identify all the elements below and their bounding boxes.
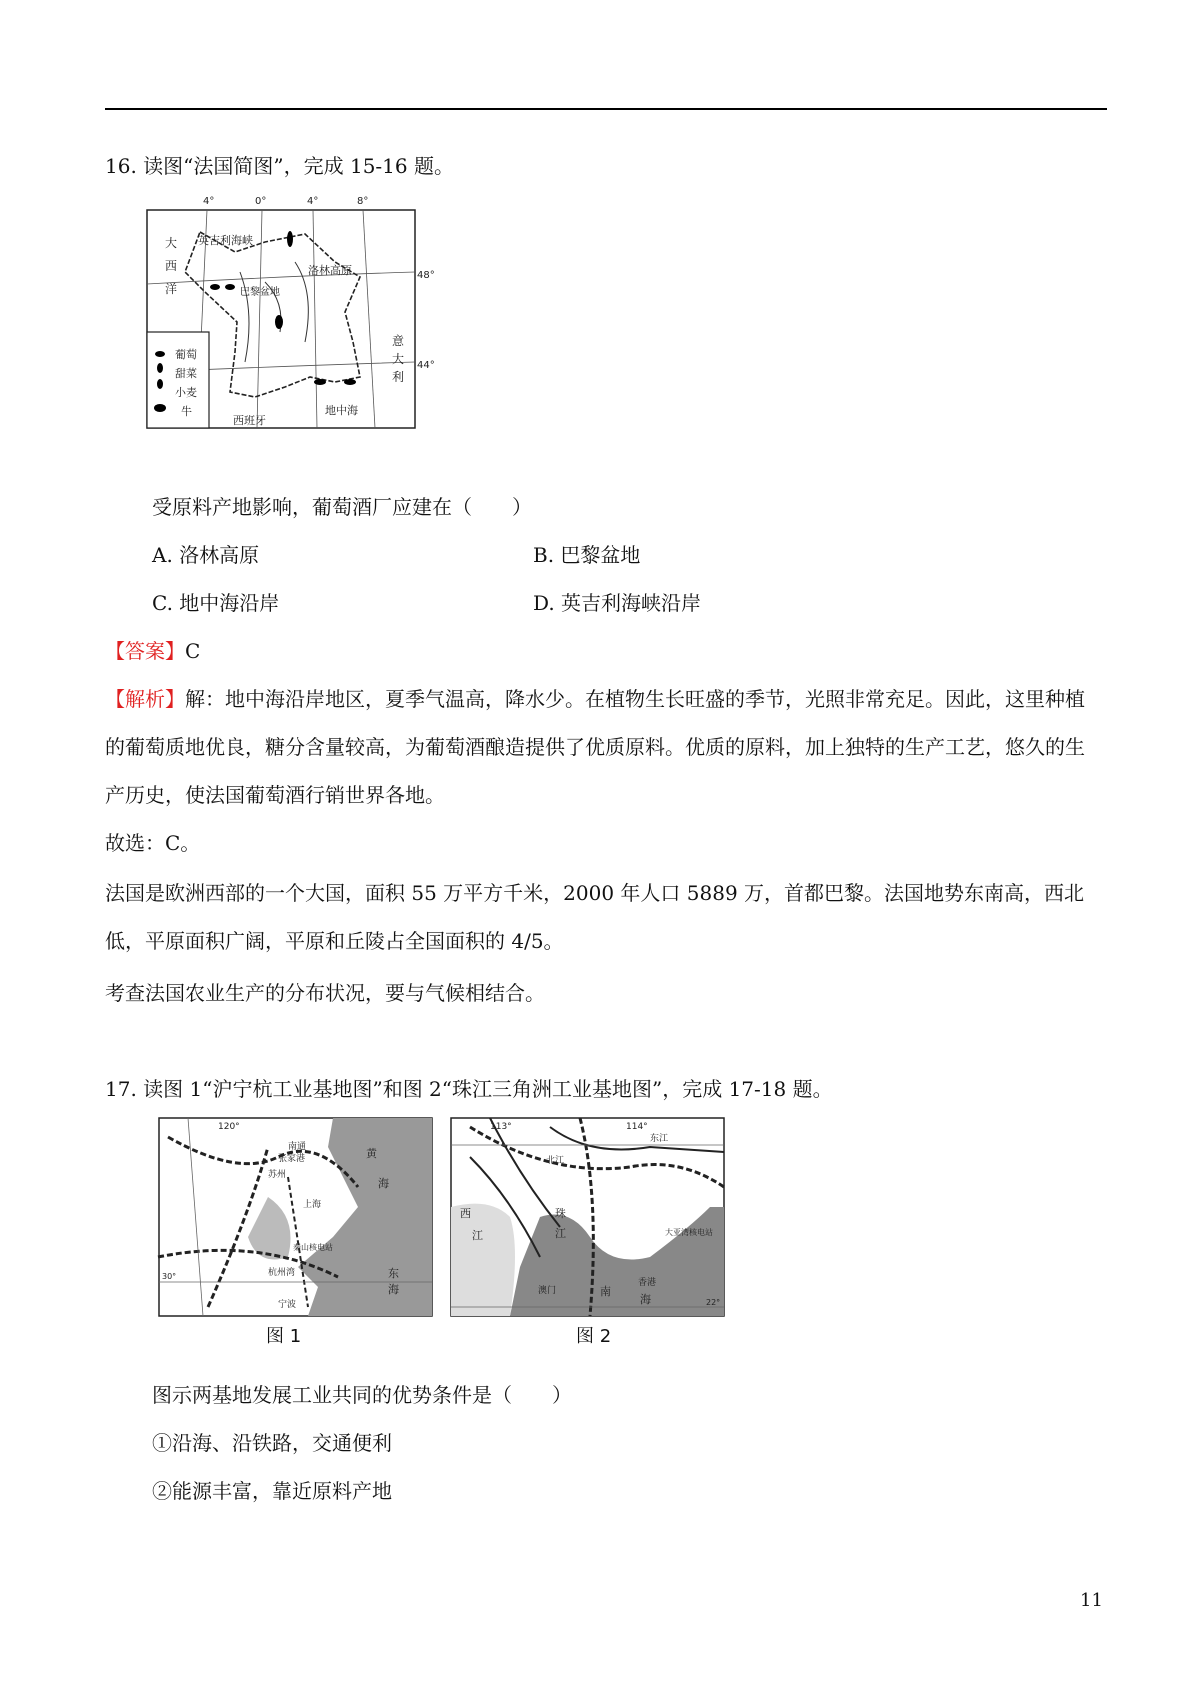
map1-label: 东 <box>388 1267 399 1280</box>
legend-label: 小麦 <box>175 386 197 399</box>
place-label: 英吉利海峡 <box>198 234 253 247</box>
map2-label: 海 <box>640 1293 651 1306</box>
map2-label: 江 <box>472 1229 483 1242</box>
place-label: 洛林高原 <box>308 264 352 277</box>
analysis-text: 解：地中海沿岸地区，夏季气温高，降水少。在植物生长旺盛的季节，光照非常充足。因此，这里种植的葡萄质地优良，糖分含量较高，为葡萄酒酿造提供了优质原料。优质的原料，加上独特的生产工艺，悠久的生产历史，使法国葡萄酒行销世界各地。 <box>105 687 1085 807</box>
q17-stem: 17. 读图 1“沪宁杭工业基地图”和图 2“珠江三角洲工业基地图”，完成 17-18 题。 <box>105 1077 833 1101</box>
map1-label: 海 <box>378 1177 389 1190</box>
place-label: 大 <box>165 236 178 250</box>
answer-value: C <box>185 639 201 663</box>
map1-label: 黄 <box>366 1147 377 1160</box>
option-c: C. 地中海沿岸 <box>152 591 280 615</box>
map1-label: 苏州 <box>268 1170 287 1180</box>
option-d: D. 英吉利海峡沿岸 <box>533 591 702 615</box>
note-paragraph-2: 考查法国农业生产的分布状况，要与气候相结合。 <box>105 981 545 1005</box>
place-label: 西班牙 <box>233 414 266 427</box>
answer-line <box>105 637 200 665</box>
legend-label: 葡萄 <box>175 348 197 361</box>
analysis-tag: 【解析】 <box>105 687 185 711</box>
place-label: 大 <box>392 352 405 366</box>
map1-label: 宁波 <box>278 1300 297 1310</box>
place-label: 地中海 <box>325 404 358 417</box>
map1-label: 杭州湾 <box>268 1268 296 1278</box>
answer-tag: 【答案】 <box>105 639 185 663</box>
analysis-paragraph <box>105 675 1097 819</box>
place-label: 利 <box>392 370 405 384</box>
q17-question: 图示两基地发展工业共同的优势条件是（ ） <box>152 1383 572 1407</box>
choice-line: 故选：C。 <box>105 831 201 855</box>
map2-label: 珠 <box>555 1207 566 1220</box>
lat-label: 44° <box>417 360 435 371</box>
q17-item-1: ①沿海、沿铁路，交通便利 <box>152 1431 392 1455</box>
lon-label: 4° <box>307 196 319 207</box>
q16-question: 受原料产地影响，葡萄酒厂应建在（ ） <box>152 495 532 519</box>
place-label: 洋 <box>165 282 178 296</box>
header-rule <box>105 108 1107 110</box>
map2-label: 113° <box>490 1122 512 1132</box>
map1-label: 海 <box>388 1283 399 1296</box>
place-label: 西 <box>165 259 178 273</box>
q16-stem: 16. 读图“法国简图”，完成 15-16 题。 <box>105 154 454 178</box>
map1-label: 张家港 <box>278 1154 306 1164</box>
map2-label: 西 <box>460 1207 471 1220</box>
map1-caption: 图 1 <box>266 1326 302 1347</box>
page-number: 11 <box>1080 1590 1103 1611</box>
map2-label: 大亚湾核电站 <box>665 1228 713 1237</box>
legend-label: 牛 <box>181 405 192 418</box>
map2-label: 22° <box>706 1298 721 1307</box>
map1-label: 秦山核电站 <box>293 1243 333 1252</box>
map2-label: 北江 <box>546 1156 565 1166</box>
lon-label: 4° <box>203 196 215 207</box>
map2-label: 香港 <box>638 1278 657 1288</box>
map1-label: 30° <box>162 1272 177 1281</box>
lon-label: 8° <box>357 196 369 207</box>
map1-label: 上海 <box>303 1200 322 1210</box>
q17-item-2: ②能源丰富，靠近原料产地 <box>152 1479 392 1503</box>
option-b: B. 巴黎盆地 <box>533 543 641 567</box>
map2-label: 南 <box>600 1285 611 1298</box>
map-huningsheng <box>158 1117 433 1317</box>
map2-label: 澳门 <box>538 1286 557 1296</box>
map2-label: 114° <box>626 1122 648 1132</box>
note-paragraph-1: 法国是欧洲西部的一个大国，面积 55 万平方千米，2000 年人口 5889 万，首都巴黎。法国地势东南高，西北低，平原面积广阔，平原和丘陵占全国面积的 4/5。 <box>105 881 1085 953</box>
place-label: 巴黎盆地 <box>240 287 280 298</box>
map1-label: 南通 <box>288 1142 307 1152</box>
place-label: 意 <box>392 334 405 348</box>
map1-label: 120° <box>218 1122 240 1132</box>
legend-label: 甜菜 <box>175 367 197 380</box>
map-pearl-river-delta <box>450 1117 725 1317</box>
lat-label: 48° <box>417 270 435 281</box>
france-map <box>145 192 435 432</box>
map2-caption: 图 2 <box>576 1326 612 1347</box>
lon-label: 0° <box>255 196 267 207</box>
map2-label: 东江 <box>650 1134 669 1144</box>
option-a: A. 洛林高原 <box>152 543 260 567</box>
map2-label: 江 <box>555 1227 566 1240</box>
